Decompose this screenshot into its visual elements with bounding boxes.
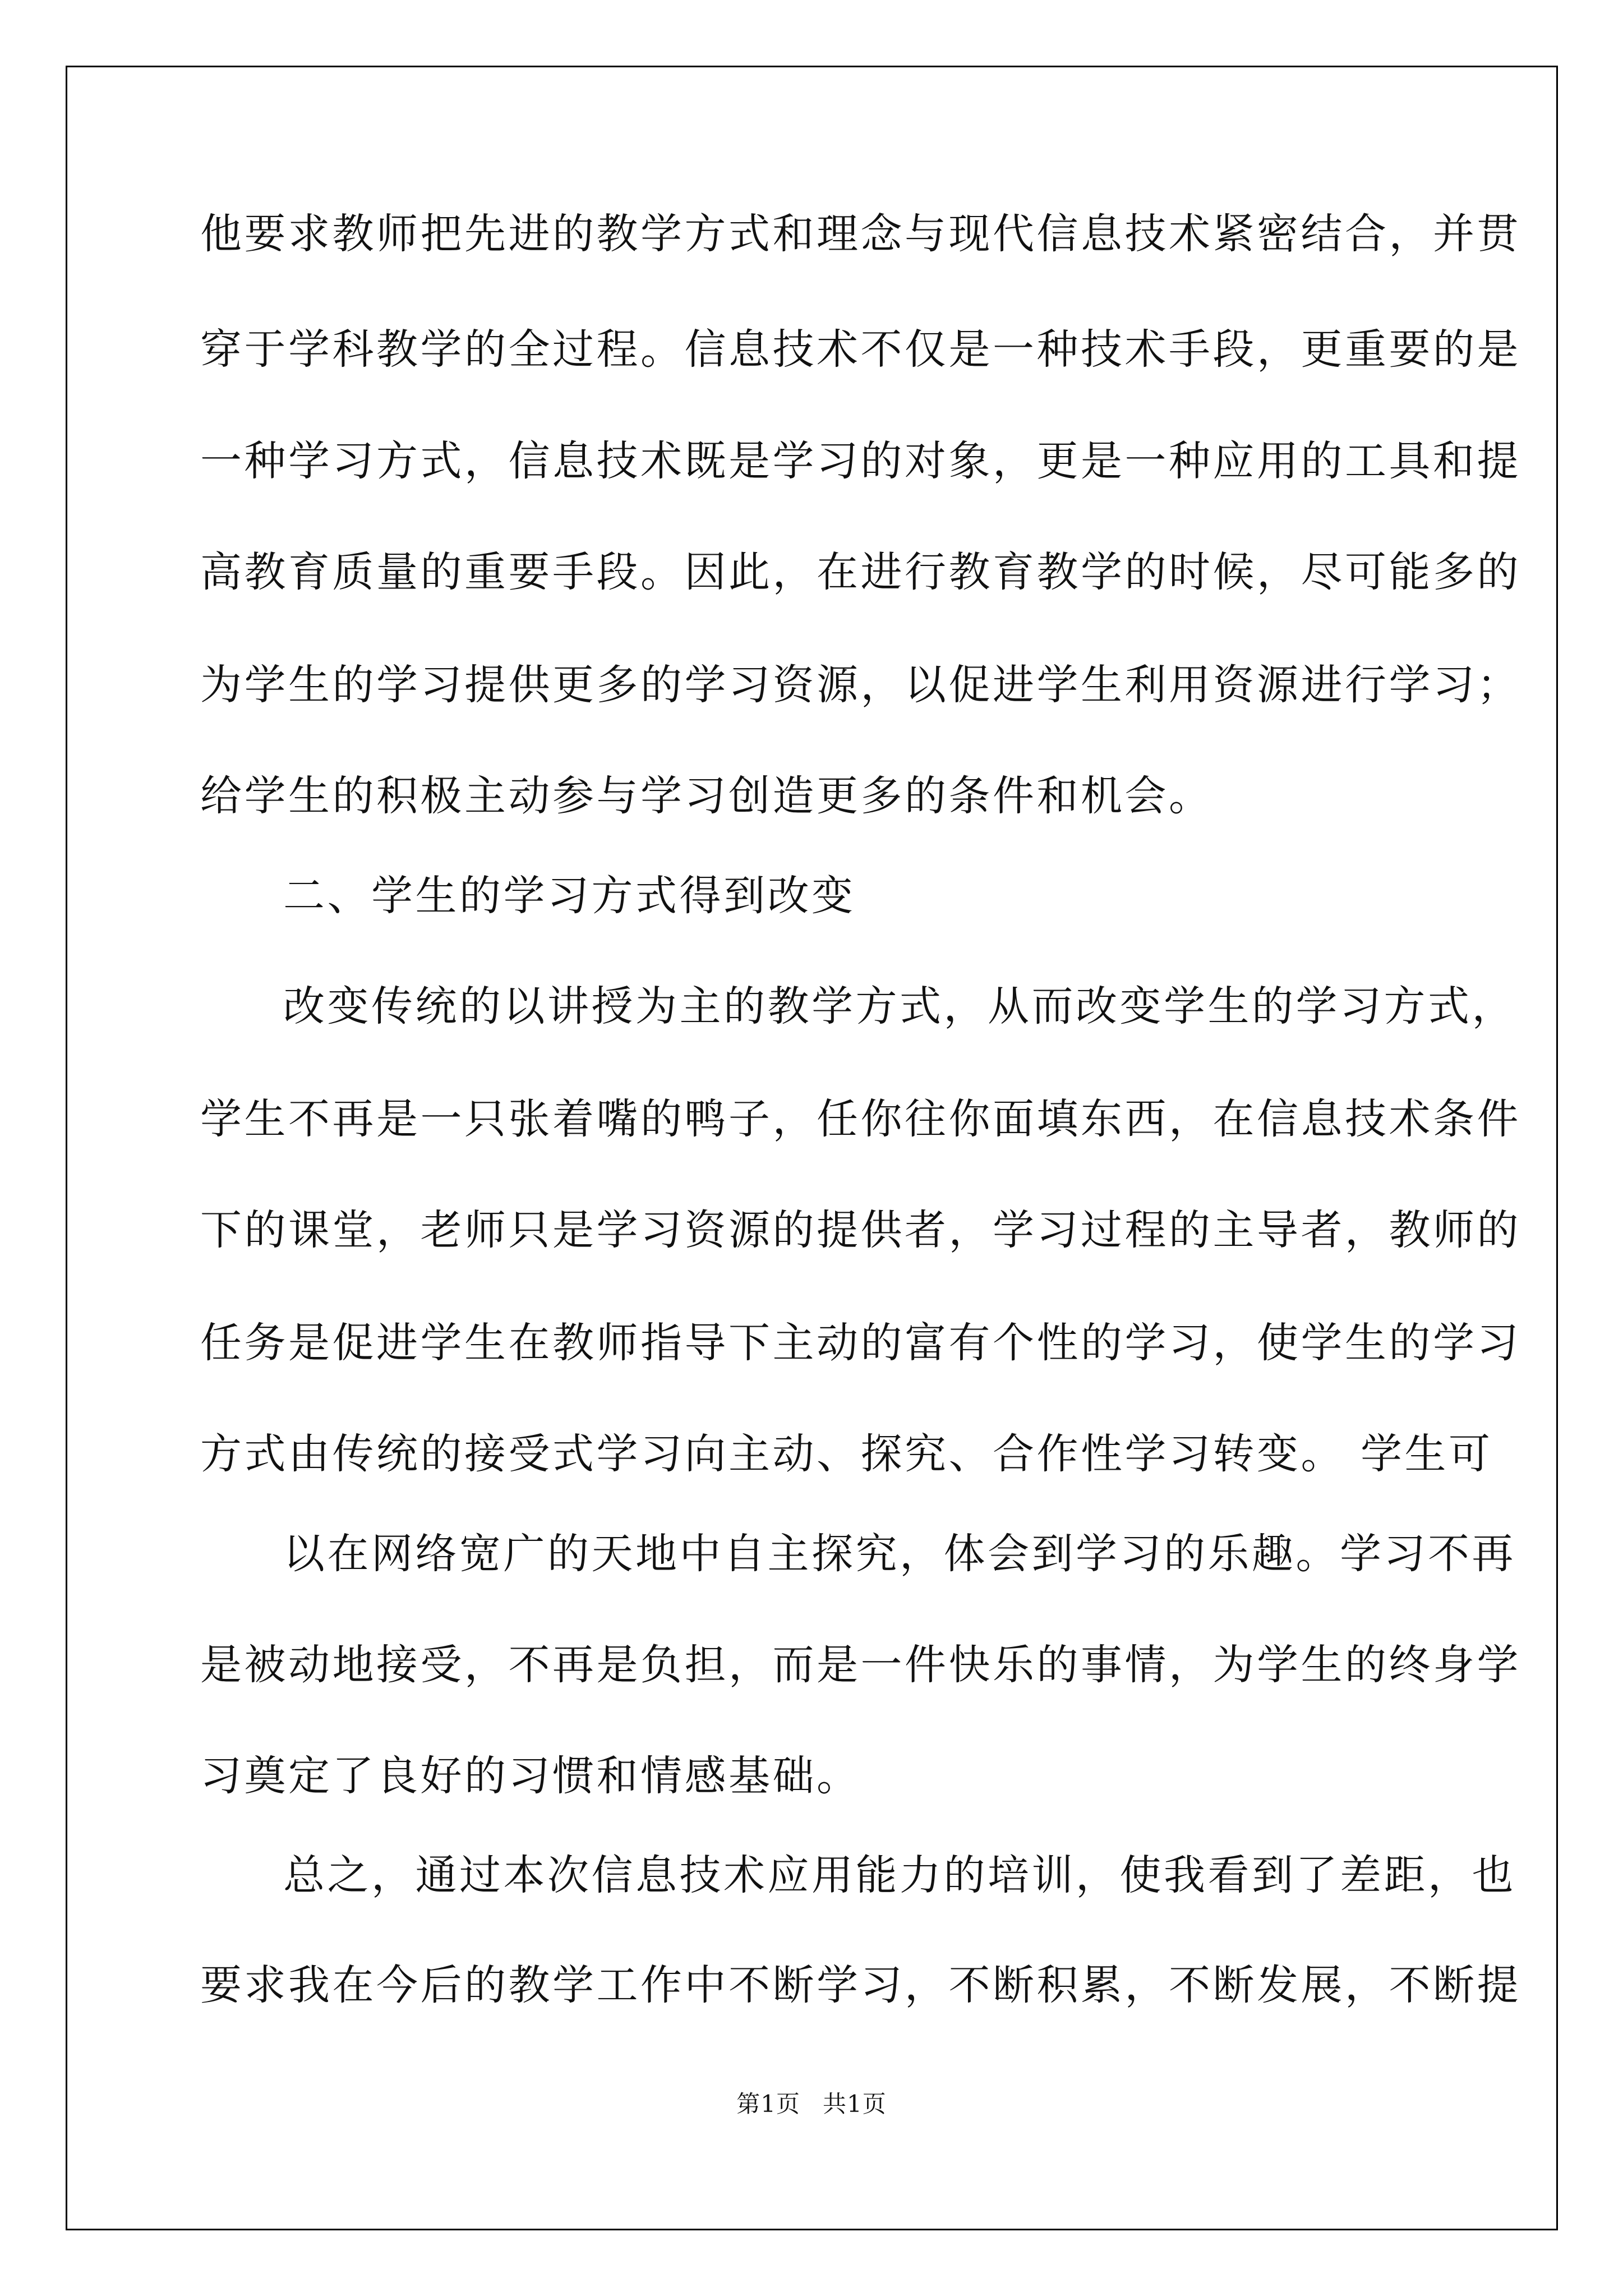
body-line: 给学生的积极主动参与学习创造更多的条件和机会。: [200, 772, 1213, 820]
body-line: 学生不再是一只张着嘴的鸭子，任你往你面填东西，在信息技术条件: [200, 1095, 1521, 1143]
page-total: 共1页: [823, 2090, 887, 2118]
body-line: 改变传统的以讲授为主的教学方式，从而改变学生的学习方式，: [283, 982, 1516, 1030]
body-line: 总之，通过本次信息技术应用能力的培训，使我看到了差距，也: [283, 1851, 1516, 1899]
body-line: 要求我在今后的教学工作中不断学习，不断积累，不断发展，不断提: [200, 1961, 1521, 2009]
body-line: 为学生的学习提供更多的学习资源，以促进学生利用资源进行学习；: [200, 661, 1521, 709]
section-heading: 二、学生的学习方式得到改变: [283, 872, 856, 920]
body-line: 高教育质量的重要手段。因此，在进行教育教学的时候，尽可能多的: [200, 548, 1521, 596]
body-line: 习奠定了良好的习惯和情感基础。: [200, 1752, 861, 1800]
body-line: 穿于学科教学的全过程。信息技术不仅是一种技术手段，更重要的是: [200, 325, 1521, 374]
body-line: 是被动地接受，不再是负担，而是一件快乐的事情，为学生的终身学: [200, 1641, 1521, 1689]
page-number: 第1页: [736, 2090, 800, 2118]
body-line: 以在网络宽广的天地中自主探究，体会到学习的乐趣。学习不再: [283, 1530, 1516, 1578]
body-line: 他要求教师把先进的教学方式和理念与现代信息技术紧密结合，并贯: [200, 210, 1521, 258]
body-line: 一种学习方式，信息技术既是学习的对象，更是一种应用的工具和提: [200, 437, 1521, 485]
body-line: 下的课堂，老师只是学习资源的提供者，学习过程的主导者，教师的: [200, 1206, 1521, 1254]
body-line: 方式由传统的接受式学习向主动、探究、合作性学习转变。 学生可: [200, 1430, 1493, 1478]
page-border: [66, 66, 1558, 2230]
body-line: 任务是促进学生在教师指导下主动的富有个性的学习，使学生的学习: [200, 1319, 1521, 1367]
page-footer: [0, 2092, 1623, 2116]
